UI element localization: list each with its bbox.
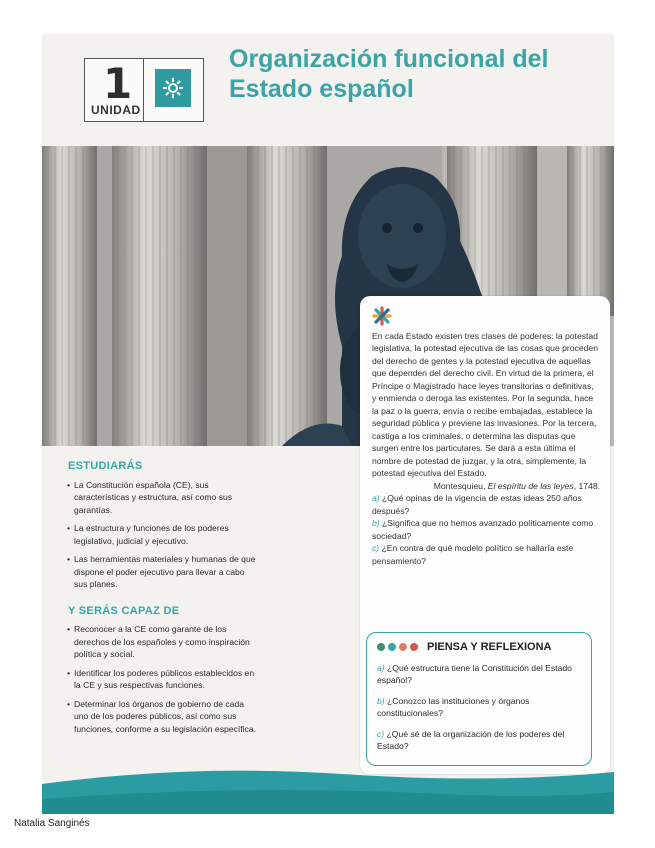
question-text: ¿Qué sé de la organización de los poderes del Estado? <box>377 728 565 751</box>
unit-divider <box>143 59 144 121</box>
reflexiona-question-a <box>377 662 581 687</box>
teal-wave-band <box>42 744 614 814</box>
reflexiona-title: PIENSA Y REFLEXIONA <box>427 641 552 653</box>
question-letter: b) <box>372 518 380 528</box>
asterisk-icon <box>372 306 392 326</box>
reflexiona-question-b <box>377 695 581 720</box>
question-letter: c) <box>377 728 385 739</box>
dot-icon <box>377 643 385 651</box>
unit-number: 1 <box>103 59 133 108</box>
quote-text: En cada Estado existen tres clases de poderes: la potestad legislativa, la potestad ejecutiva de las cosas que proceden del derecho de gentes y la potestad ejecutiva de aquellas que dependen del derecho civil. En virtud de la primera, el Príncipe o Magistrado hace leyes transitorias o definitivas, y enmienda o deroga las existentes. Por la segunda, hace la paz o la guerra, envía o recibe embajadas, establece la seguridad pública y previene las invasiones. Por la tercera, castiga a los criminales, o determina las disputas que surgen entre los particulares. Se dará a esta última el nombre de potestad de juzgar, y la otra, simplemente, la potestad ejecutiva del Estado. <box>372 330 598 478</box>
capaz-title: Y SERÁS CAPAZ DE <box>68 604 180 617</box>
estudiaras-list <box>68 479 258 591</box>
list-item: • Identificar los poderes públicos establecidos en la CE y sus respectivas funciones. <box>68 667 258 692</box>
page-title: Organización funcional del Estado español <box>229 45 549 103</box>
list-item: • Determinar los órganos de gobierno de cada uno de los poderes públicos, así como sus funciones, conforme a su legislación específica. <box>68 698 258 736</box>
list-item: • La Constitución española (CE), sus características y estructura, así como sus garantías. <box>68 479 258 517</box>
question-letter: b) <box>377 695 385 706</box>
estudiaras-title: ESTUDIARÁS <box>68 460 143 472</box>
quote-question-a <box>372 492 600 517</box>
quote-question-b <box>372 517 600 542</box>
question-text: ¿Conozco las instituciones y órganos constitucionales? <box>377 695 530 718</box>
footer-author: Natalia Sanginés <box>14 818 90 829</box>
dot-icon <box>388 643 396 651</box>
unit-label: UNIDAD <box>91 103 141 117</box>
quote-author: Montesquieu, <box>433 480 486 491</box>
dot-icon <box>410 643 418 651</box>
question-text: ¿Qué estructura tiene la Constitución del Estado español? <box>377 662 572 685</box>
unit-badge <box>84 58 204 122</box>
dot-icon <box>399 643 407 651</box>
book-page <box>42 34 614 814</box>
quote-year: , 1748. <box>573 480 600 491</box>
capaz-list <box>68 623 258 735</box>
quote-work: El espíritu de las leyes <box>487 480 574 491</box>
question-text: ¿Qué opinas de la vigencia de estas ideas 250 años después? <box>372 493 582 516</box>
quote-attribution <box>372 480 600 493</box>
question-letter: a) <box>372 493 380 503</box>
list-item: • Reconocer a la CE como garante de los derechos de los españoles y como inspiración política y social. <box>68 623 258 661</box>
list-item: • La estructura y funciones de los poderes legislativo, judicial y ejecutivo. <box>68 522 258 547</box>
quote-question-c <box>372 542 600 567</box>
question-letter: c) <box>372 543 380 553</box>
question-text: ¿En contra de qué modelo político se hallaría este pensamiento? <box>372 543 574 566</box>
objectives-column <box>68 460 258 741</box>
question-text: ¿Significa que no hemos avanzado políticamente como sociedad? <box>372 518 594 541</box>
question-letter: a) <box>377 662 385 673</box>
gear-icon <box>155 69 191 107</box>
reflexiona-header <box>377 641 581 654</box>
list-item: • Las herramientas materiales y humanas de que dispone el poder ejecutivo para llevar a cabo sus planes. <box>68 553 258 591</box>
